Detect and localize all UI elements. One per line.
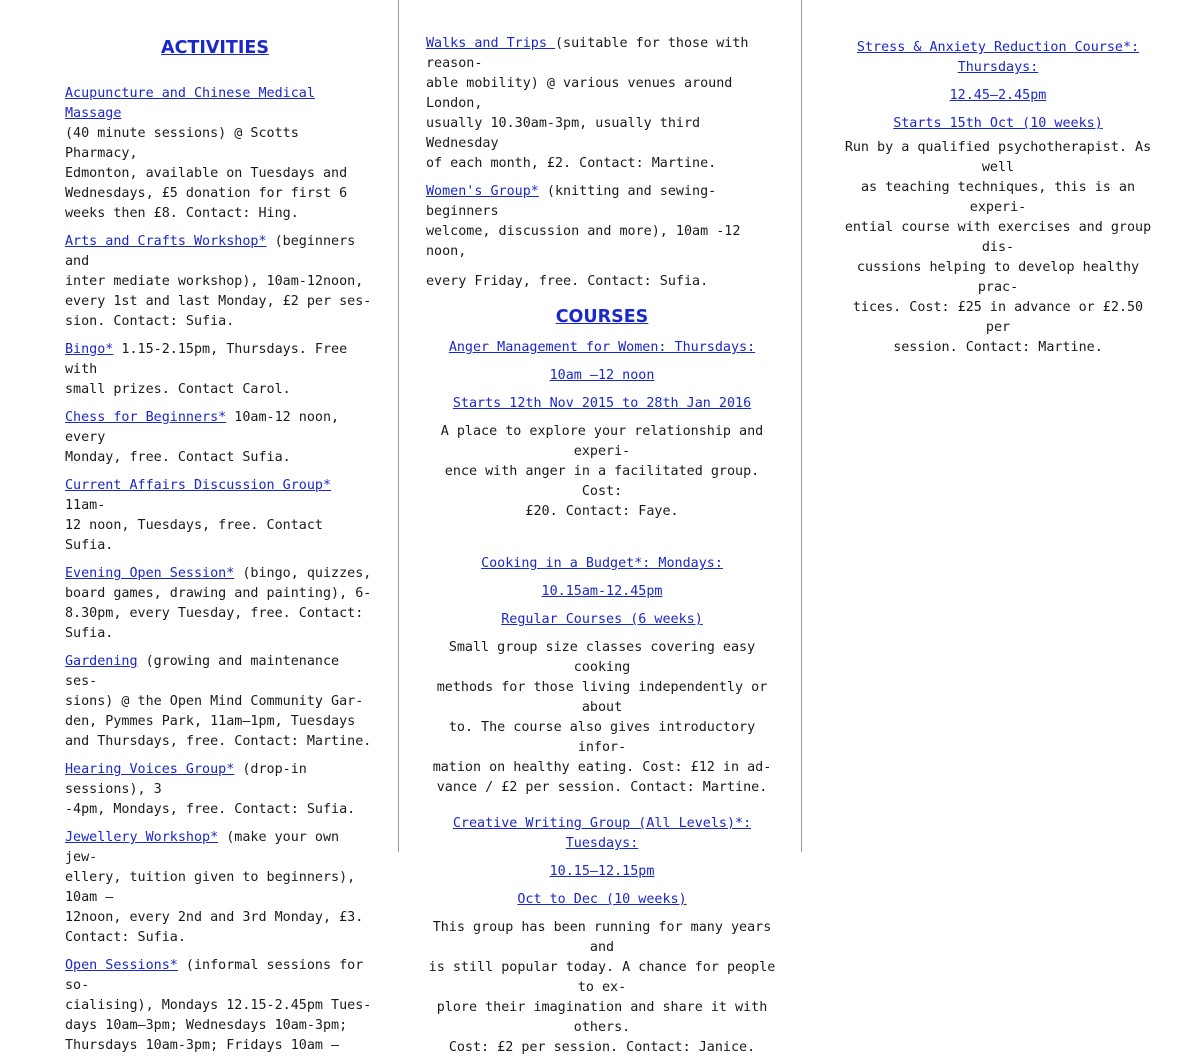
activity-line: ellery, tuition given to beginners), 10am – xyxy=(65,870,356,905)
activity-text: 11am- xyxy=(65,498,106,513)
activity-line: Sufia. xyxy=(65,626,114,641)
activity-jewellery xyxy=(65,828,377,948)
spacer xyxy=(426,522,778,554)
activity-link[interactable]: Open Sessions* xyxy=(65,958,178,973)
activity-line: Wednesdays, £5 donation for first 6 xyxy=(65,186,348,201)
activity-line: every Friday, free. Contact: Sufia. xyxy=(426,274,709,289)
course-desc-line: Small group size classes covering easy cooking xyxy=(448,640,756,675)
course-desc-line: mation on healthy eating. Cost: £12 in ad- xyxy=(432,760,772,775)
activity-link[interactable]: Current Affairs Discussion Group* xyxy=(65,478,332,493)
activity-line: able mobility) @ various venues around London, xyxy=(426,76,733,111)
activity-text: (make your own jew- xyxy=(65,830,340,865)
activity-link[interactable]: Gardening xyxy=(65,654,138,669)
course-desc-line: cussions helping to develop healthy prac- xyxy=(856,260,1140,295)
course-dates-link[interactable]: Starts 12th Nov 2015 to 28th Jan 2016 xyxy=(452,396,752,411)
activity-walks-trips xyxy=(426,34,778,174)
course-time-link[interactable]: 10.15am-12.45pm xyxy=(541,584,663,599)
activity-chess xyxy=(65,408,377,468)
course-desc-line: ence with anger in a facilitated group. Cost: xyxy=(444,464,760,499)
course-dates-link[interactable]: Regular Courses (6 weeks) xyxy=(501,612,703,627)
activity-line: welcome, discussion and more), 10am -12 noon, xyxy=(426,224,741,259)
course-cooking-budget xyxy=(426,554,778,798)
activity-text: (growing and maintenance ses- xyxy=(65,654,340,689)
activity-text: 10am-12 noon, every xyxy=(65,410,340,445)
spacer xyxy=(426,798,778,814)
stress-course-column xyxy=(838,38,1158,358)
activity-line: den, Pymmes Park, 11am—1pm, Tuesdays xyxy=(65,714,356,729)
activity-line: usually 10.30am-3pm, usually third Wednesday xyxy=(426,116,701,151)
activity-acupuncture xyxy=(65,84,377,224)
activity-line: (40 minute sessions) @ Scotts Pharmacy, xyxy=(65,126,299,161)
course-title-link[interactable]: Creative Writing Group (All Levels)*: Tuesdays: xyxy=(452,816,752,851)
activity-text: (informal sessions for so- xyxy=(65,958,364,993)
activity-hearing-voices xyxy=(65,760,377,820)
course-desc-line: tices. Cost: £25 in advance or £2.50 per xyxy=(852,300,1144,335)
activity-text: (drop-in sessions), 3 xyxy=(65,762,307,797)
course-title-link[interactable]: Cooking in a Budget*: Mondays: xyxy=(481,556,723,571)
fold-line-left xyxy=(398,0,399,852)
activity-line: -4pm, Mondays, free. Contact: Sufia. xyxy=(65,802,356,817)
course-desc-line: as teaching techniques, this is an experi- xyxy=(860,180,1136,215)
activities-column xyxy=(65,38,377,1064)
course-desc-line: methods for those living independently or about xyxy=(436,680,768,715)
course-desc-line: session. Contact: Martine. xyxy=(893,340,1103,355)
courses-heading: COURSES xyxy=(555,307,649,327)
activity-line: Edmonton, available on Tuesdays and xyxy=(65,166,348,181)
activity-link[interactable]: Evening Open Session* xyxy=(65,566,235,581)
activities-heading: ACTIVITIES xyxy=(161,38,269,58)
activity-link[interactable]: Acupuncture and Chinese Medical Massage xyxy=(65,86,315,121)
activity-text: (suitable for those with reason- xyxy=(426,36,749,71)
activity-line: Monday, free. Contact Sufia. xyxy=(65,450,291,465)
activity-gardening xyxy=(65,652,377,752)
spacer xyxy=(426,262,778,272)
course-desc-line: £20. Contact: Faye. xyxy=(525,504,679,519)
course-desc-line: This group has been running for many years and xyxy=(432,920,772,955)
activity-line: 12 noon, Tuesdays, free. Contact Sufia. xyxy=(65,518,323,553)
activity-current-affairs xyxy=(65,476,377,556)
activity-text: 1.15-2.15pm, Thursdays. Free with xyxy=(65,342,348,377)
activity-line: board games, drawing and painting), 6- xyxy=(65,586,372,601)
activity-text: (knitting and sewing-beginners xyxy=(426,184,717,219)
course-desc-line: vance / £2 per session. Contact: Martine. xyxy=(436,780,768,795)
activity-link[interactable]: Jewellery Workshop* xyxy=(65,830,219,845)
activity-line: every 1st and last Monday, £2 per ses- xyxy=(65,294,372,309)
course-anger-management xyxy=(426,338,778,522)
fold-line-right xyxy=(801,0,802,852)
activity-line: small prizes. Contact Carol. xyxy=(65,382,291,397)
course-dates-link[interactable]: Oct to Dec (10 weeks) xyxy=(517,892,687,907)
activity-link[interactable]: Arts and Crafts Workshop* xyxy=(65,234,267,249)
activity-arts-crafts xyxy=(65,232,377,332)
activity-text: (beginners and xyxy=(65,234,356,269)
course-time-link[interactable]: 10.15—12.15pm xyxy=(549,864,655,879)
activity-link[interactable]: Women's Group* xyxy=(426,184,539,199)
course-creative-writing xyxy=(426,814,778,1058)
activity-line: days 10am—3pm; Wednesdays 10am-3pm; xyxy=(65,1018,348,1033)
activity-line: weeks then £8. Contact: Hing. xyxy=(65,206,299,221)
course-title-link[interactable]: Anger Management for Women: Thursdays: xyxy=(448,340,756,355)
activity-line: 12noon, every 2nd and 3rd Monday, £3. xyxy=(65,910,364,925)
activity-line: inter mediate workshop), 10am-12noon, xyxy=(65,274,364,289)
course-desc-line: plore their imagination and share it with others. xyxy=(436,1000,768,1035)
activity-line: Contact: Sufia. xyxy=(65,930,186,945)
course-title-link-continued[interactable]: Thursdays: xyxy=(957,60,1039,75)
activity-link[interactable]: Bingo* xyxy=(65,342,114,357)
course-desc-line: is still popular today. A chance for people to ex- xyxy=(428,960,776,995)
activity-text: (bingo, quizzes, xyxy=(234,566,372,581)
activity-link[interactable]: Chess for Beginners* xyxy=(65,410,227,425)
activity-line: 8.30pm, every Tuesday, free. Contact: xyxy=(65,606,364,621)
activity-womens-group xyxy=(426,182,778,292)
course-desc-line: ential course with exercises and group dis- xyxy=(844,220,1152,255)
activity-open-sessions xyxy=(65,956,377,1056)
activity-line: sions) @ the Open Mind Community Gar- xyxy=(65,694,364,709)
course-dates-link[interactable]: Starts 15th Oct (10 weeks) xyxy=(893,116,1103,131)
activity-line: cialising), Mondays 12.15-2.45pm Tues- xyxy=(65,998,372,1013)
courses-column xyxy=(426,34,778,1058)
course-desc-line: A place to explore your relationship and experi- xyxy=(440,424,764,459)
activity-line: of each month, £2. Contact: Martine. xyxy=(426,156,717,171)
activity-evening-open-session xyxy=(65,564,377,644)
activity-link[interactable]: Hearing Voices Group* xyxy=(65,762,235,777)
activity-line: sion. Contact: Sufia. xyxy=(65,314,235,329)
activity-line: Thursdays 10am-3pm; Fridays 10am – xyxy=(65,1038,340,1053)
course-desc-line: Cost: £2 per session. Contact: Janice. xyxy=(448,1040,756,1055)
course-time-link[interactable]: 12.45—2.45pm xyxy=(949,88,1047,103)
course-time-link[interactable]: 10am –12 noon xyxy=(549,368,655,383)
course-desc-line: Run by a qualified psychotherapist. As well xyxy=(844,140,1152,175)
activity-line: and Thursdays, free. Contact: Martine. xyxy=(65,734,372,749)
activity-bingo xyxy=(65,340,377,400)
course-desc-line: to. The course also gives introductory infor- xyxy=(448,720,756,755)
course-title-link[interactable]: Stress & Anxiety Reduction Course*: xyxy=(856,40,1140,55)
activity-link[interactable]: Walks and Trips xyxy=(426,36,555,51)
